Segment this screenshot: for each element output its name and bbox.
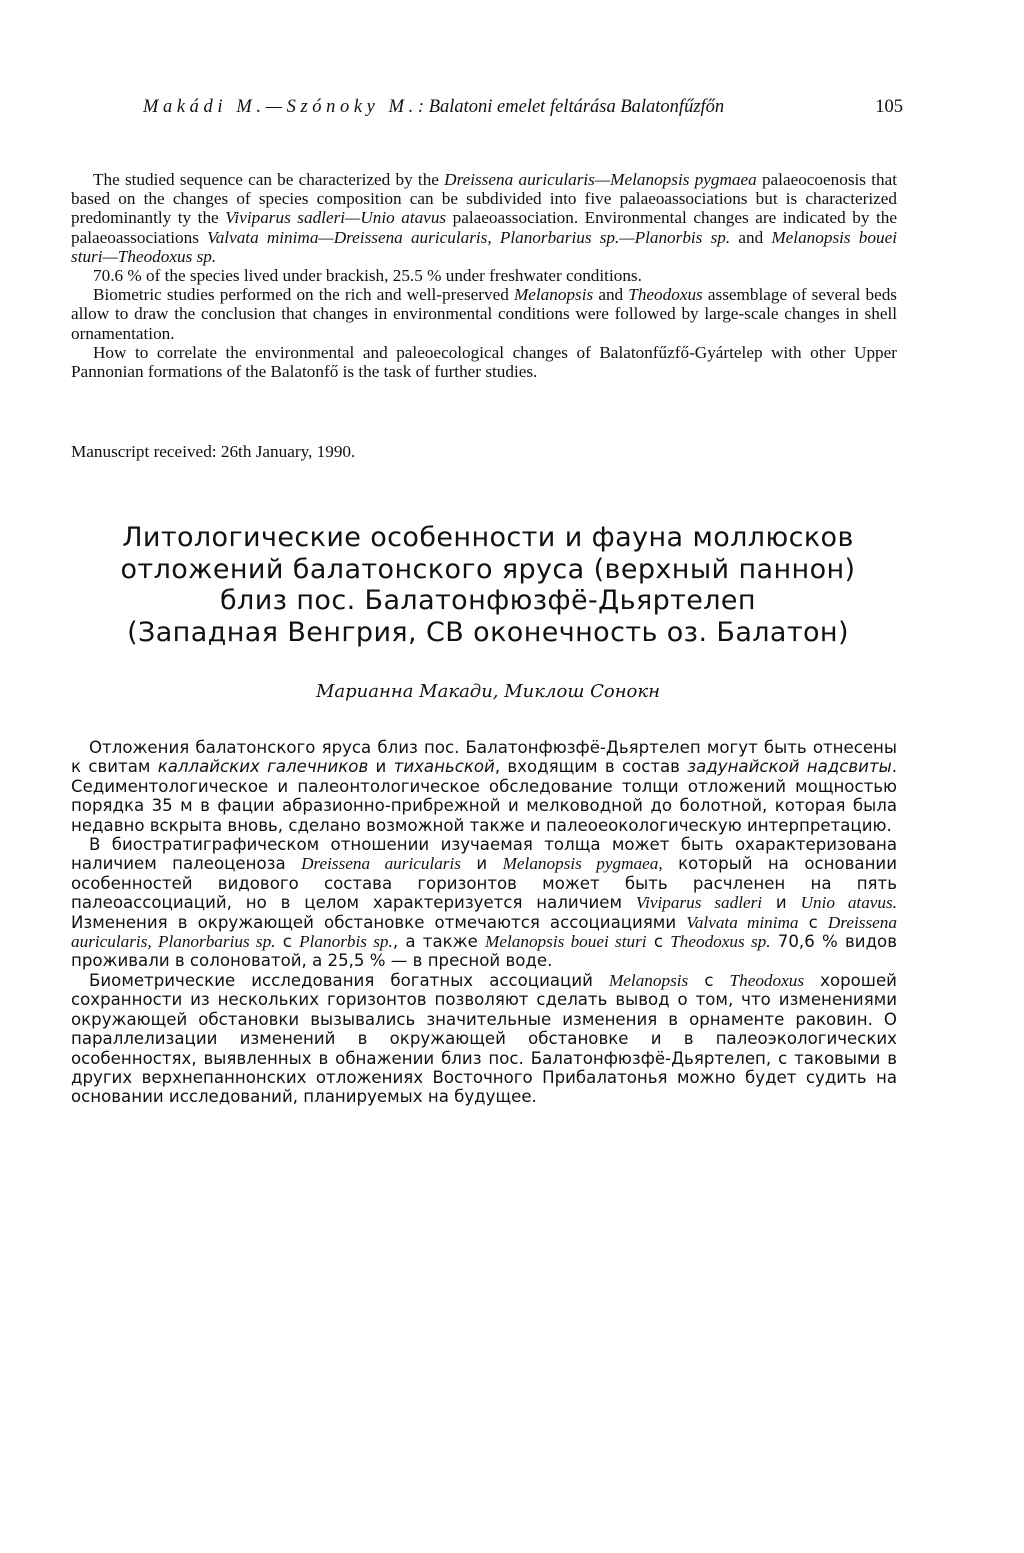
english-paragraph-4: How to correlate the environmental and paleoecological changes of Balatonfűzfő-Gyártelep with other Upper Pannonian formations of the Balatonfő is the task of further studies. [71,342,897,382]
english-paragraph-1: The studied sequence can be characterized by the Dreissena auricularis—Melanopsis pygmaea palaeocoenosis that based on the changes of species composition can be subdivided into five palaeoassociations but is characterized predominantly ty the Viviparus sadleri—Unio atavus palaeoassociation. Environmental changes are indicated by the palaeoassociations Valvata minima—Dreissena auricularis, Planorbarius sp.—Planorbis sp. and Melanopsis bouei sturi—Theodoxus sp. [71,170,898,266]
taxon-name: Viviparus sadleri—Unio atavus [225,208,447,228]
taxon-name: Melanopsis bouei sturi—Theodoxus sp. [71,227,897,266]
manuscript-received: Manuscript received: 26th January, 1990. [71,442,356,461]
russian-title [70,522,906,648]
russian-paragraph-3: Биометрические исследования богатных ассоциаций Melanopsis с Theodoxus хорошей сохранности из нескольких горизонтов позволяют сделать вывод о том, что изменениями окружающей обстановки вызывались значительные изменения в орнаменте раковин. О параллелизации изменений в окружающей обстановке и в палеоэкологических особенностях, выявленных в обнажении близ пос. Балатонфюзфё-Дьяртелеп, с таковыми в других верхнепаннонских отложениях Восточного Прибалатонья можно будет судить на основании исследований, планируемых на будущее. [71,970,897,1107]
header-separator: : [417,97,425,117]
english-paragraph-3: Biometric studies performed on the rich and well-preserved Melanopsis and Theodoxus assemblage of several beds allow to draw the conclusion that changes in environmental conditions were followed by large-scale changes in shell ornamentation. [71,285,897,343]
header-authors: Makádi M.—Szónoky M. [143,97,418,117]
russian-paragraph-2: В биостратиграфическом отношении изучаемая толща может быть охарактеризована наличием палеоценоза Dreissena auricularis и Melanopsis pygmaea, который на основании особенностей видового состава горизонтов может быть расчленен на пять палеоассоциаций, но в целом характеризуется наличием Viviparus sadleri и Unio atavus. Изменения в окружающей обстановке отмечаются ассоциациями Valvata minima с Dreissena auricularis, Planorbarius sp. с Planorbis sp., а также Melanopsis bouei sturi с Theodoxus sp. 70,6 % видов проживали в солоноватой, а 25,5 % — в пресной воде. [71,835,898,971]
header-journal-title: Balatoni emelet feltárása Balatonfűzfőn [424,97,725,117]
russian-title-line: (Западная Венгрия, СВ оконечность оз. Балатон) [127,616,849,648]
russian-title-line: близ пос. Балатонфюзфё-Дьяртелеп [219,585,756,616]
running-header [143,97,903,118]
taxon-name: Melanopsis [513,285,594,305]
english-summary [71,170,897,381]
russian-title-line: отложений балатонского яруса (верхный паннон) [120,553,856,585]
russian-paragraph-1: Отложения балатонского яруса близ пос. Балатонфюзфё-Дьяртелеп могут быть отнесены к свитам каллайских галечников и тиханьской, входящим в состав задунайской надсвиты. Седиментологическое и палеонтологическое обследование толщи отложений мощностью порядка 35 м в фации абразионно-прибрежной и мелководной до болотной, которая была недавно вскрыта вновь, сделано возможной также и палеоеокологическую интерпретацию. [71,738,897,835]
taxon-name: Dreissena auricularis—Melanopsis pygmaea [444,170,757,189]
russian-authors: Марианна Макади, Миклош Сонокн [315,681,660,702]
page-number: 105 [875,97,903,117]
taxon-name: Valvata minima—Dreissena auricularis, Planorbarius sp.—Planorbis sp. [207,227,731,247]
english-paragraph-2: 70.6 % of the species lived under brackish, 25.5 % under freshwater conditions. [93,266,642,286]
russian-summary [71,738,897,1107]
taxon-name: Theodoxus [628,285,703,305]
russian-title-line: Литологические особенности и фауна моллюсков [122,522,854,553]
